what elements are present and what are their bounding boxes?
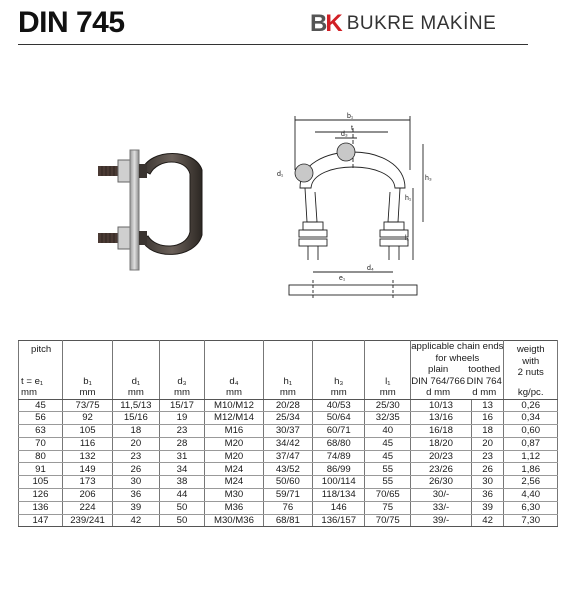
table-row [19,476,558,489]
table-cell: 25/30 [365,399,411,412]
table-row [19,514,558,527]
table-cell: 45 [365,437,411,450]
label-d1: d₁ [277,171,284,178]
brand-mark: BK [310,10,341,37]
table-cell: 39/- [411,514,472,527]
table-cell: 10/13 [411,399,472,412]
table-cell: 91 [19,463,63,476]
table-cell: 50/60 [263,476,313,489]
table-cell: 20/23 [411,450,472,463]
table-cell: 23/26 [411,463,472,476]
table-cell: 0,60 [504,425,558,438]
table-cell: M10/M12 [205,399,263,412]
table-row [19,399,558,412]
col-d4: d₄ mm [205,341,263,400]
table-cell: 16 [471,412,504,425]
col-d1: d₁ mm [113,341,159,400]
table-cell: 20 [471,437,504,450]
table-cell: 45 [365,450,411,463]
label-e1: e₁ [339,275,346,282]
table-cell: 136 [19,501,63,514]
table-cell: 30/37 [263,425,313,438]
table-cell: 16/18 [411,425,472,438]
col-b1: b₁ mm [62,341,112,400]
label-h1: h₁ [405,195,412,202]
technical-drawing [275,110,435,305]
table-cell: 34/42 [263,437,313,450]
table-cell: 1,12 [504,450,558,463]
table-cell: 173 [62,476,112,489]
table-cell: 63 [19,425,63,438]
table-cell: 28 [159,437,205,450]
table-cell: 40/53 [313,399,365,412]
table-cell: 30 [113,476,159,489]
table-cell: 43/52 [263,463,313,476]
table-cell: 25/34 [263,412,313,425]
table-cell: 23 [471,450,504,463]
table-cell: 100/114 [313,476,365,489]
header-divider [18,44,528,45]
label-d3: d₃ [341,131,348,138]
table-cell: 105 [19,476,63,489]
table-cell: 45 [19,399,63,412]
col-chain-ends: applicable chain ends for wheels plain DIN 764/766 d mm toothed DIN 764 d mm [411,341,504,398]
table-cell: M12/M14 [205,412,263,425]
table-cell: 37/47 [263,450,313,463]
table-cell: 26 [471,463,504,476]
table-cell: M36 [205,501,263,514]
table-cell: 70/65 [365,489,411,502]
table-cell: M20 [205,450,263,463]
page-title: DIN 745 [18,6,125,39]
table-cell: 74/89 [313,450,365,463]
table-cell: 11,5/13 [113,399,159,412]
table-cell: 30 [471,476,504,489]
table-cell: 40 [365,425,411,438]
table-cell: 19 [159,412,205,425]
table-cell: 206 [62,489,112,502]
table-cell: 36 [113,489,159,502]
table-cell: 116 [62,437,112,450]
table-body [19,399,558,527]
table-cell: M24 [205,463,263,476]
table-cell: 56 [19,412,63,425]
table-cell: 0,34 [504,412,558,425]
table-cell: 146 [313,501,365,514]
table-cell: 2,56 [504,476,558,489]
table-row [19,450,558,463]
table-cell: 1,86 [504,463,558,476]
table-cell: 105 [62,425,112,438]
table-cell: 55 [365,463,411,476]
table-cell: M16 [205,425,263,438]
table-cell: 20/28 [263,399,313,412]
table-cell: 75 [365,501,411,514]
table-cell: M30/M36 [205,514,263,527]
table-cell: 38 [159,476,205,489]
table-cell: 147 [19,514,63,527]
table-cell: 68/81 [263,514,313,527]
table-cell: 132 [62,450,112,463]
table-cell: 39 [113,501,159,514]
table-row [19,489,558,502]
col-h3: h₃ mm [313,341,365,400]
table-cell: M30 [205,489,263,502]
table-cell: 20 [113,437,159,450]
table-cell: 50 [159,514,205,527]
table-cell: 76 [263,501,313,514]
table-cell: 73/75 [62,399,112,412]
label-h3: h₃ [425,175,432,182]
label-b1: b₁ [347,113,354,120]
table-cell: 13/16 [411,412,472,425]
label-d4: d₄ [367,265,374,272]
col-h1: h₁ mm [263,341,313,400]
table-cell: 36 [471,489,504,502]
table-cell: 30/- [411,489,472,502]
col-l1: l₁ mm [365,341,411,400]
table-cell: 42 [113,514,159,527]
table-cell: 118/134 [313,489,365,502]
table-cell: 26/30 [411,476,472,489]
table-cell: 18 [113,425,159,438]
table-cell: 0,87 [504,437,558,450]
table-cell: 50/64 [313,412,365,425]
table-cell: M24 [205,476,263,489]
table-cell: 18/20 [411,437,472,450]
table-cell: 34 [159,463,205,476]
table-cell: 136/157 [313,514,365,527]
table-cell: 86/99 [313,463,365,476]
table-cell: 55 [365,476,411,489]
label-t: t [351,125,353,132]
table-cell: 39 [471,501,504,514]
table-cell: 59/71 [263,489,313,502]
table-cell: 126 [19,489,63,502]
table-cell: 149 [62,463,112,476]
table-cell: 68/80 [313,437,365,450]
table-cell: 44 [159,489,205,502]
table-cell: 239/241 [62,514,112,527]
table-cell: 26 [113,463,159,476]
table-cell: 70 [19,437,63,450]
col-weight: weigth with 2 nuts kg/pc. [504,341,558,400]
table-cell: 4,40 [504,489,558,502]
table-row [19,437,558,450]
table-cell: 70/75 [365,514,411,527]
table-cell: 224 [62,501,112,514]
table-cell: 60/71 [313,425,365,438]
table-cell: 23 [113,450,159,463]
table-cell: 50 [159,501,205,514]
table-cell: 15/16 [113,412,159,425]
table-header-row [19,341,558,400]
table-cell: 31 [159,450,205,463]
table-cell: M20 [205,437,263,450]
table-row [19,425,558,438]
table-cell: 32/35 [365,412,411,425]
table-cell: 13 [471,399,504,412]
brand-name: BUKRE MAKİNE [346,13,497,34]
table-cell: 15/17 [159,399,205,412]
product-photo [90,140,230,275]
table-cell: 23 [159,425,205,438]
table-cell: 18 [471,425,504,438]
table-row [19,501,558,514]
table-cell: 42 [471,514,504,527]
table-cell: 80 [19,450,63,463]
table-cell: 33/- [411,501,472,514]
table-cell: 7,30 [504,514,558,527]
table-cell: 0,26 [504,399,558,412]
brand-logo [310,10,496,38]
table-cell: 6,30 [504,501,558,514]
label-l1: l₁ [405,235,409,242]
col-pitch: pitch t = e₁ mm [19,341,63,400]
col-d3: d₃ mm [159,341,205,400]
spec-table [18,340,558,527]
table-row [19,412,558,425]
table-row [19,463,558,476]
table-cell: 92 [62,412,112,425]
